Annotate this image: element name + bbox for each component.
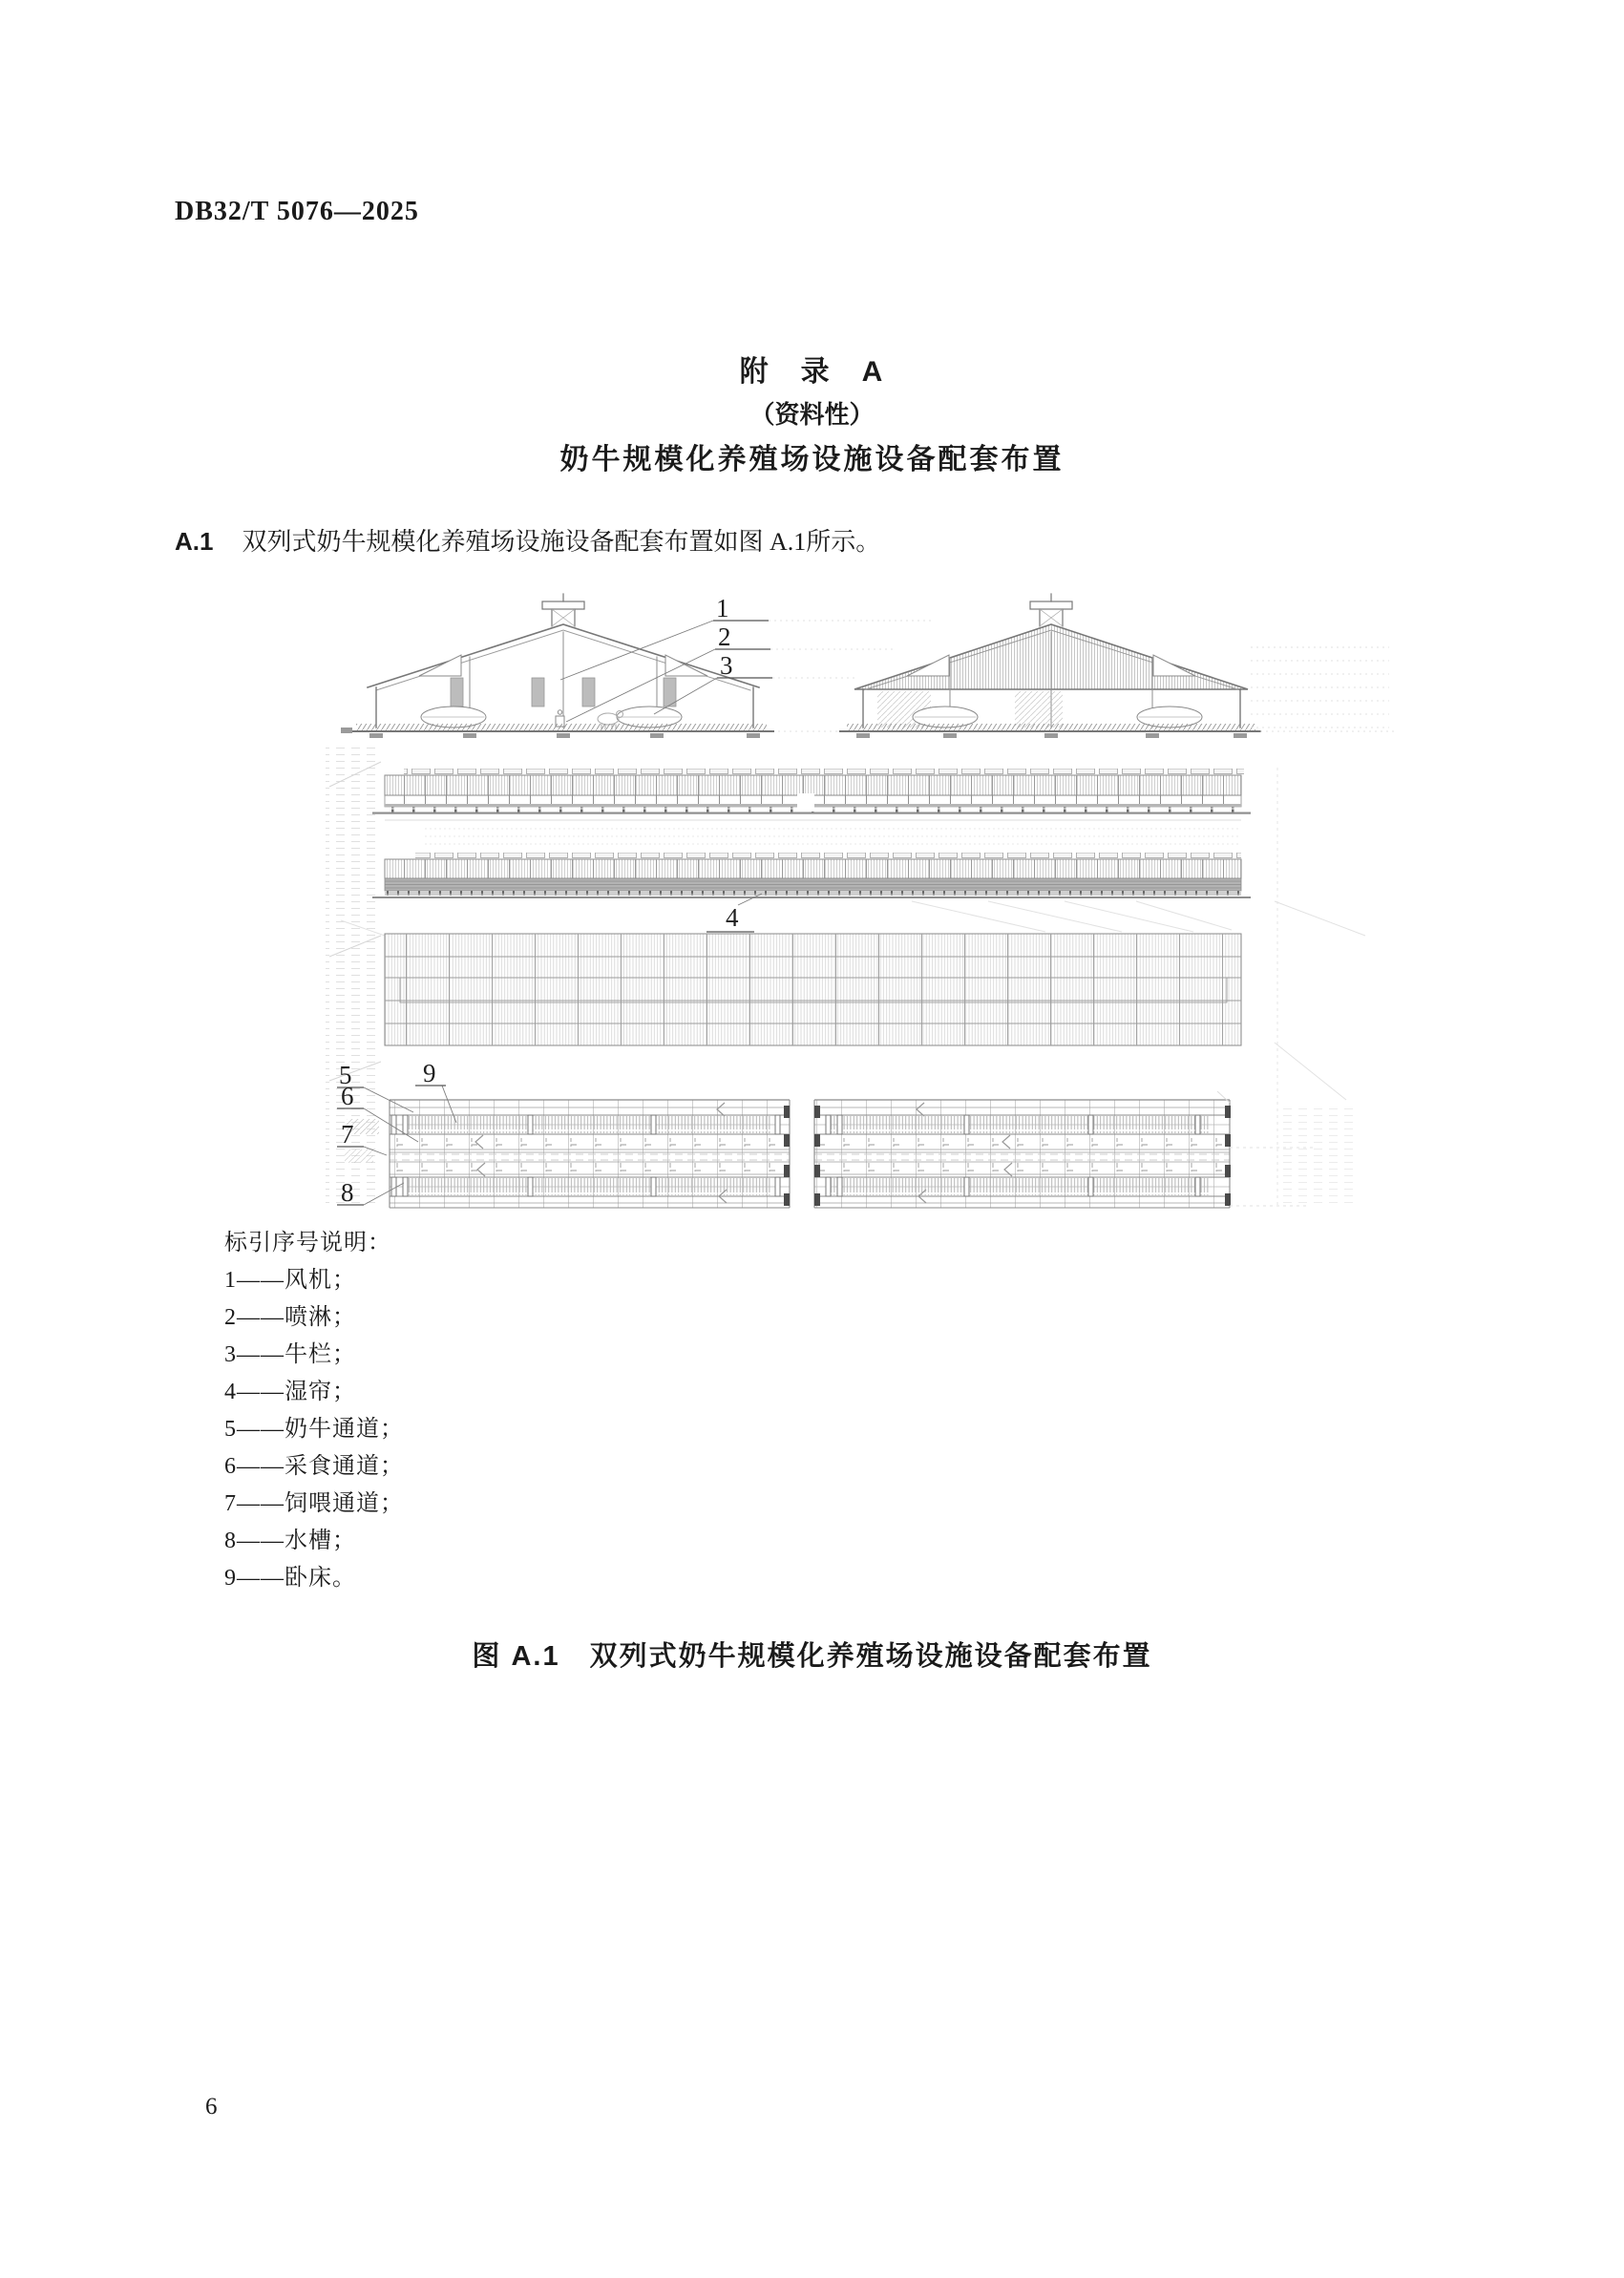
section-paragraph: [175, 525, 1454, 559]
legend-item-7: 7——饲喂通道；: [224, 1491, 404, 1516]
figure-a1-diagram: [320, 584, 1408, 1238]
barn-layout-drawing: [320, 584, 1408, 1238]
appendix-title: 奶牛规模化养殖场设施设备配套布置: [559, 444, 1065, 475]
callout-4: 4: [726, 903, 739, 932]
callout-5: 5: [339, 1061, 352, 1089]
legend-title: 标引序号说明：: [224, 1231, 391, 1255]
document-code: DB32/T 5076—2025: [175, 197, 419, 226]
callout-4-group: [707, 894, 762, 932]
legend-item-6: 6——采食通道；: [224, 1454, 404, 1479]
appendix-label: 附 录 A: [739, 356, 885, 388]
callout-6: 6: [341, 1082, 354, 1110]
page-number: 6: [205, 2094, 218, 2120]
legend-item-3: 3——牛栏；: [224, 1342, 356, 1367]
roof-plan: [385, 934, 1241, 1045]
callout-2: 2: [718, 622, 731, 651]
legend-item-1: 1——风机；: [224, 1268, 356, 1293]
projection-lines-right-margin: [1277, 768, 1359, 1205]
figure-legend: [224, 1225, 404, 1597]
right-barn-cross-section: [840, 594, 1260, 738]
callout-1: 1: [716, 594, 729, 622]
legend-item-2: 2——喷淋；: [224, 1305, 356, 1330]
floor-plan-left-half: [390, 1100, 790, 1208]
legend-item-4: 4——湿帘；: [224, 1380, 356, 1404]
section-text: 双列式奶牛规模化养殖场设施设备配套布置如图 A.1所示。: [242, 528, 881, 556]
elevation-strip-1: [372, 769, 1251, 820]
legend-item-5: 5——奶牛通道；: [224, 1417, 404, 1442]
callout-3: 3: [720, 651, 733, 680]
floor-plan: [390, 1091, 1313, 1208]
left-barn-cross-section: [341, 594, 773, 738]
legend-item-9: 9——卧床。: [224, 1566, 356, 1591]
legend-item-8: 8——水槽；: [224, 1529, 356, 1553]
appendix-classification: （资料性）: [749, 400, 875, 429]
callout-7: 7: [341, 1120, 354, 1149]
callout-9: 9: [423, 1059, 436, 1087]
projection-lines-between-strips: [425, 829, 1241, 844]
appendix-header: [0, 355, 1624, 478]
floor-plan-right-half: [814, 1100, 1230, 1208]
section-number: A.1: [175, 527, 214, 556]
callout-8: 8: [341, 1178, 354, 1207]
figure-caption: 图 A.1 双列式奶牛规模化养殖场设施设备配套布置: [472, 1641, 1152, 1672]
elevation-strip-2: [372, 853, 1251, 898]
